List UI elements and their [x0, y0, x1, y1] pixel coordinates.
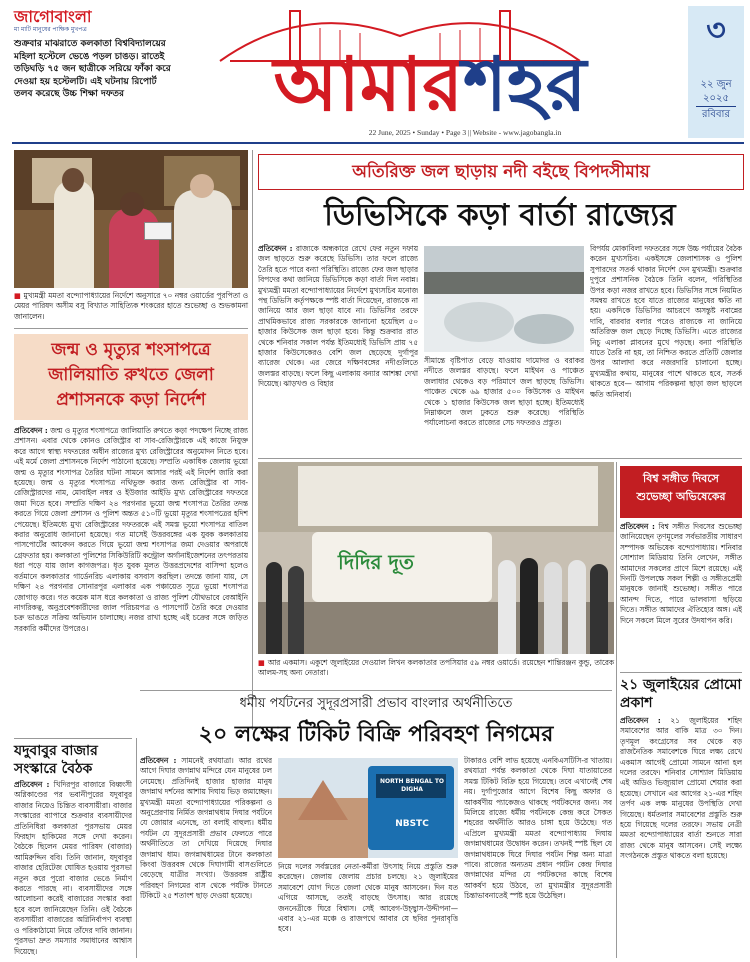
- tourism-col1-text: সামনেই রথযাত্রা। আর রথের আগে দিঘার জগন্নাথ মন্দিরে যেন মানুষের ঢল নেমেছে। প্রতিদিনই হাজার হাজার মানুষ জগন্নাথ দর্শনের আশায় দিঘায় ভিড় জমাচ্ছেন। মুখ্যমন্ত্রী মমতা বন্দ্যোপাধ্যায়ের পরিকল্পনা ও অনুপ্রেরণায় নির্মিত জগন্নাথধাম দিঘার পর্যটনে যে জোয়ার এনেছে, তা বলাই বাহুল্য। ধর্মীয় পর্যটন যে সুদূরপ্রসারী প্রভাব ফেলতে পারে অর্থনীতিতে তা দেখিয়ে দিয়েছে দিঘার জগন্নাথ ধাম। জগন্নাথধামের টানে কলকাতা কিংবা উত্তরবঙ্গ থেকে দিঘাগামী বাসগুলিতে বেড়েছে যাত্রীর সংখ্যা। উত্তরবঙ্গ রাষ্ট্রীয় পরিবহণ নিগমের বাস থেকে পর্যটক টানতে টিকিটে ২৫ শতাংশ ছাড় দেওয়া হয়েছে।: [140, 756, 272, 901]
- bus-temple-photo: [278, 758, 458, 858]
- july21-body: [620, 716, 742, 956]
- column-rule-bottom-left: [136, 738, 137, 958]
- column-rule-left: [252, 150, 253, 730]
- tourism-headline: ২০ লক্ষের টিকিট বিক্রি পরিবহণ নিগমের: [198, 722, 554, 747]
- tourism-col1: [140, 756, 272, 956]
- masthead-title-part2: শহর: [463, 42, 587, 128]
- birth-death-tag: প্রতিবেদন :: [14, 426, 48, 435]
- bus-plate: NBSTC: [395, 819, 429, 829]
- brand-tagline: মা মাটি মানুষের পাক্ষিক মুখপত্র: [14, 26, 87, 33]
- felicitation-caption-text: মুখ্যমন্ত্রী মমতা বন্দ্যোপাধ্যায়ের নির্দেশে অনুসারে ৭০ নম্বর ওয়ার্ডের পুরপিতা ও মেয়র পারিষদ অসীম বসু বিখ্যাত সাহিত্যিক শংকরের হাতে শুভেচ্ছা ও শুভকামনা জানালেন।: [14, 291, 248, 321]
- page-number: ৩: [706, 13, 726, 48]
- tourism-tag: প্রতিবেদন :: [140, 756, 177, 765]
- felicitation-photo: [14, 150, 248, 288]
- music-day-body: [620, 522, 742, 668]
- brand-logo-text: জাগোবাংলা: [14, 7, 92, 26]
- dvc-col1-text: রাজ্যকে অন্ধকারে রেখে ফের নতুন দফায় জল ছাড়তে শুরু করেছে ডিভিসি। তার ফলে রাজ্যে তৈরি হতে পারে বন্যা পরিস্থিতি। রাজ্যে ফের জল ছাড়ার বিপদের কথা জানিয়ে ডিভিসিকে কড়া বার্তা দিল নবান্ন। মুখ্যমন্ত্রী মমতা বন্দ্যোপাধ্যায়ের নির্দেশে মুখ্যসচিব মনোজ পন্থ ডিভিসি কর্তৃপক্ষকে স্পষ্ট বার্তা দিয়েছেন, রাজ্যকে না জানিয়ে আর জল ছাড়া যাবে না। ডিভিসির তরফে প্রাথমিকভাবে রাজ্য সরকারকে জানানো হয়েছিল ৫০ হাজার কিউসেক জল ছাড়া হবে। কিন্তু শুক্রবার রাত থেকে শনিবার সকাল পর্যন্ত ইতিমধ্যেই ডিভিসি প্রায় ৭৫ হাজার কিউসেকেরও বেশি জল ছেড়েছে দুর্গাপুর ব্যারেজ থেকে। এর জেরে দক্ষিণবঙ্গের নদীগুলিতে জলস্তর বাড়ছে। ফলে কিছু এলাকায় বন্যার আশঙ্কা দেখা দিয়েছে। ঝাড়খণ্ড ও বিহার: [258, 244, 418, 389]
- masthead-title: [180, 40, 680, 135]
- july21-text: ২১ জুলাইয়ের শহিদ সমাবেশের আর বাকি মাত্র ৩০ দিন। তৃণমূল কংগ্রেসের সব থেকে বড় রাজনৈতিক সমাবেশকে ঘিরে লক্ষ্য রেখে একমাস আগেই প্রোমো সামনে আনা হল দলের তরফে। শনিবার সোশ্যাল মিডিয়ায় এই অডিও ভিজ্যুয়াল প্রোমো শেয়ার করা হয়েছে। সেখানে এর আগের ২১-এর শহিদ তর্পণ এক লক্ষ মানুষের উপস্থিতি দেখা গিয়েছে। ধর্মতলার সমাবেশের প্রস্তুতি শুরু হয়ে গিয়েছে দলের তরফে। সভায় নেত্রী মমতা বন্দ্যোপাধ্যায়ের বার্তা শুনতে সারা রাজ্য থেকে মানুষ আসবেন। সেই লক্ষ্যে সংগঠনকে প্রস্তুত থাকতে বলা হয়েছে।: [620, 716, 742, 861]
- brand-logo: [14, 8, 174, 34]
- birth-death-body: [14, 426, 248, 731]
- page-number-box: [688, 6, 744, 138]
- july21-tag: প্রতিবেদন :: [620, 716, 661, 725]
- rally-caption-text: আর একমাস। একুশে জুলাইয়ের দেওয়াল লিখন কলকাতার তপসিয়ার ৫৯ নম্বর ওয়ার্ডে। রয়েছেন শান্তিরঞ্জন কুন্ডু, তারেক আলম-সহ অন্য নেতারা।: [258, 658, 614, 678]
- top-left-story-text: শুক্রবার মাঝরাতে কলকাতা বিশ্ববিদ্যালয়ের মহিলা হস্টেলে ভেঙে পড়ল চাঙড়। রাতেই তড়িঘড়ি ৭৫ জন ছাত্রীকে সরিয়ে ফাঁকা করে দেওয়া হয় হস্টেলটি। এই ঘটনায় রিপোর্ট তলব করেছে উচ্চ শিক্ষা দফতর: [14, 39, 171, 100]
- date-bn: ২২ জুন: [700, 79, 732, 90]
- felicitation-caption: ■ মুখ্যমন্ত্রী মমতা বন্দ্যোপাধ্যায়ের নির্দেশে অনুসারে ৭০ নম্বর ওয়ার্ডের পুরপিতা ও মেয়র পারিষদ অসীম বসু বিখ্যাত সাহিত্যিক শংকরের হাতে শুভেচ্ছা ও শুভকামনা জানালেন।: [14, 291, 248, 321]
- top-left-story: [14, 38, 172, 101]
- dvc-kicker-box: [258, 154, 744, 190]
- july21-headline: ২১ জুলাইয়ের প্রোমো প্রকাশ: [620, 677, 742, 711]
- dvc-col1: [258, 244, 418, 456]
- day-bn: রবিবার: [702, 109, 730, 120]
- jadubabu-headline: যদুবাবুর বাজার সংস্কারে বৈঠক: [14, 743, 98, 777]
- masthead-divider: [12, 142, 744, 144]
- dvc-col3-text: বিপর্যয় মোকাবিলা দফতরের সঙ্গে উচ্চ পর্যায়ের বৈঠক করেন মুখ্যসচিব। একইসঙ্গে জেলাশাসক ও পুলিশ সুপারদের সতর্ক থাকার নির্দেশ দেন মুখ্যমন্ত্রী। শুক্রবার দুপুরে প্রশাসনিক বৈঠকে তিনি বলেন, পরিস্থিতির উপর কড়া নজর রাখতে হবে। ডিভিসির সঙ্গে নিয়মিত সমন্বয় রাখতে হবে যাতে রাজ্যের মানুষের ক্ষতি না হয়। একদিকে ডিভিসির আচরণে অসন্তুষ্ট নবান্নের দাবি, বারবার বলার পরেও রাজ্যকে না জানিয়ে অতিরিক্ত জল ছেড়ে দিচ্ছে ডিভিসি। এতে রাজ্যের নিচু এলাকা প্লাবনের মুখে পড়ছে। বন্যা পরিস্থিতি যাতে তৈরি না হয়, তা নিশ্চিত করতে প্রতিটি জেলার উপর আলাদা করে নজরদারি চালানো হচ্ছে। মুখ্যমন্ত্রীর কথায়, মানুষের পাশে থাকতে হবে, সতর্ক থাকতে হবে— আগাম পরিকল্পনা ছাড়া জল ছাড়লে ক্ষতি অনিবার্য।: [590, 244, 742, 399]
- birth-death-headline: জন্ম ও মৃত্যুর শংসাপত্রে জালিয়াতি রুখতে জেলা প্রশাসনকে কড়া নির্দেশ: [48, 340, 214, 410]
- tourism-bottom-strip: [278, 862, 458, 956]
- jadubabu-body: [14, 780, 132, 956]
- dateline: 22 June, 2025 • Sunday • Page 3 || Website - www.jagobangla.in: [368, 128, 562, 137]
- dvc-tag: প্রতিবেদন :: [258, 244, 293, 253]
- left-divider-2: [14, 738, 132, 739]
- dvc-bottom-divider: [258, 458, 742, 459]
- column-rule-right: [616, 462, 617, 958]
- music-day-headline-box: [620, 466, 742, 518]
- music-day-text: বিশ্ব সঙ্গীত দিবসের শুভেচ্ছা জানিয়েছেন তৃণমূলের সর্বভারতীয় সাধারণ সম্পাদক অভিষেক বন্দ্যোপাধ্যায়। শনিবার সোশ্যাল মিডিয়ায় তিনি লেখেন, সঙ্গীত আমাদের সকলের প্রাণে মিশে রয়েছে। এই দিনটি উপলক্ষে সকল শিল্পী ও সঙ্গীতপ্রেমী মানুষকে জানাই শুভেচ্ছা। সঙ্গীত পারে আনন্দ দিতে, পারে ভালবাসা ছড়িয়ে দিতে। সঙ্গীত আমাদের ঐতিহ্যের অঙ্গ। এই দিনে সকলে মিলে সুরের উদযাপন করি।: [620, 522, 742, 625]
- dam-photo: [424, 246, 584, 352]
- rally-photo: দিদির দূত: [258, 462, 614, 654]
- masthead-title-part1: আমার: [273, 42, 464, 128]
- music-day-headline: বিশ্ব সঙ্গীত দিবসে শুভেচ্ছা অভিষেকের: [636, 472, 726, 503]
- left-divider-1: [14, 328, 248, 329]
- dvc-col2: [424, 356, 584, 456]
- rally-caption: ■ আর একমাস। একুশে জুলাইয়ের দেওয়াল লিখন কলকাতার তপসিয়ার ৫৯ নম্বর ওয়ার্ডে। রয়েছেন শান্তিরঞ্জন কুন্ডু, তারেক আলম-সহ অন্য নেতারা।: [258, 658, 614, 678]
- dvc-col2-text: সীমান্তে বৃষ্টিপাত বেড়ে যাওয়ায় দামোদর ও বরাকর নদীতে জলস্তর বাড়ছে। ফলে মাইথন ও পাঞ্চেত জলাধার থেকেও বড় পরিমাণে জল ছাড়ছে ডিভিসি। পাঞ্চেত থেকে ৬৯ হাজার ৫০০ কিউসেক ও মাইথন থেকে ১ হাজার কিউসেক জল ছাড়া হচ্ছে। ইতিমধ্যেই নিম্নাঞ্চলে জল ঢুকতে শুরু করেছে। পরিস্থিতি পর্যালোচনা করতে রাজ্যের সেচ দফতরও প্রস্তুত।: [424, 356, 584, 428]
- dvc-headline: ডিভিসিকে কড়া বার্তা রাজ্যের: [324, 198, 676, 233]
- tourism-bottom-text: নিয়ে দলের সর্বস্তরের নেতা-কর্মীরা উৎসাহ নিয়ে প্রস্তুতি শুরু করেছেন। জেলায় জেলায় প্রচার চলছে। ২১ জুলাইয়ের সমাবেশে যোগ দিতে জেলা থেকে মানুষ আসবেন। দিন যত এগিয়ে আসছে, ততই বাড়ছে উৎসাহ। আর রয়েছে জননেত্রীকে ঘিরে বিশ্বাস। সেই আবেগ-উচ্ছ্বাস-উদ্দীপনা— এবার ২১-এর মঞ্চে ও রাজপথে আবার যে ছবির পুনরাবৃত্তি হবে।: [278, 862, 458, 934]
- music-day-tag: প্রতিবেদন :: [620, 522, 655, 531]
- birth-death-headline-box: [14, 334, 248, 420]
- dvc-col3: [590, 244, 742, 456]
- right-divider: [620, 672, 742, 673]
- dvc-kicker: অতিরিক্ত জল ছাড়ায় নদী বইছে বিপদসীমায়: [352, 162, 650, 182]
- tourism-col2-text: টাকারও বেশি লাভ হয়েছে এনবিএসটিসি-র খাতায়। রথযাত্রা পর্যন্ত কলকাতা থেকে দিঘা যাতায়াতের সমস্ত টিকিট বিক্রি হয়ে গিয়েছে। তবে এখানেই শেষ নয়। দুর্গাপুজোর আগে বিশেষ কিছু অফার ও আকর্ষণীয় প্যাকেজও থাকছে পর্যটকদের জন্য। সব মিলিয়ে রাজ্যে ধর্মীয় পর্যটনকে কেন্দ্র করে সৈকত শহরের অর্থনীতি আরও চাঙ্গা হয়ে উঠেছে। গত এপ্রিলে মুখ্যমন্ত্রী মমতা বন্দ্যোপাধ্যায় দিঘায় জগন্নাথধামের উদ্বোধন করেন। তখনই স্পষ্ট ছিল যে জগন্নাথধামকে ঘিরে দিঘার পর্যটন শিল্প অন্য মাত্রা পাবে। রাজ্যের অন্যতম প্রধান পর্যটন কেন্দ্র দিঘার জগন্নাথের মন্দির যে পর্যটকদের কাছে বিশেষ আকর্ষণ হয়ে উঠবে, তা মুখ্যমন্ত্রীর সুদূরপ্রসারী চিন্তাভাবনাতেই স্পষ্ট হয়ে উঠেছিল।: [464, 756, 612, 901]
- birth-death-text: জন্ম ও মৃত্যুর শংসাপত্রে জালিয়াতি রুখতে কড়া পদক্ষেপ নিচ্ছে রাজ্য প্রশাসন। এবার থেকে কোনও রেজিস্ট্রার বা সাব-রেজিস্ট্রারকে এই কাজে নিযুক্ত করে আগে স্বাস্থ্য দফতরের অধীন রাজ্যের মুখ্য রেজিস্ট্রারের অনুমোদন নিতে হবে। এই মর্মে জেলা প্রশাসনকে নির্দেশ পাঠানো হয়েছে। সম্প্রতি একাধিক জেলায় ভুয়ো জন্ম ও মৃত্যুর শংসাপত্র তৈরির ঘটনা সামনে আসার পরই এই নির্দেশ জারি করা হয়েছে। জন্ম ও মৃত্যুর শংসাপত্র নথিভুক্ত করার জন্য রেজিস্ট্রার বা সাব-রেজিস্ট্রারদের নাম, মোবাইল নম্বর ও ইউজার আইডি মুখ্য রেজিস্ট্রারের দফতরে জমা দিতে হবে। সম্প্রতি দক্ষিণ ২৪ পরগনার ভুয়ো জন্ম শংসাপত্র তৈরির তদন্ত করতে গিয়ে জেলা প্রশাসন ও পুলিশ অন্তত ৫১০টি ভুয়ো মৃত্যুর শংসাপত্রের হদিশ পেয়েছে। ইতিমধ্যে মুখ্য রেজিস্ট্রারের দফতরকে এই সমস্ত ভুয়ো শংসাপত্র বাতিল করার অনুরোধ জানানো হয়েছে। গত মাসেই উত্তরবঙ্গের এক যুবক কলকাতায় পাসপোর্টের আবেদন করতে গিয়ে ভুয়ো জন্ম শংসাপত্র জমা দেওয়ার অপরাধে গ্রেফতার হয়। কলকাতা পুলিশের সিকিউরিটি কন্ট্রোল অর্গানাইজেশনের তৎপরতায় ধরা পড়ে যায় জাল কাগজপত্র। ধৃত যুবক মূলত উত্তরপ্রদেশের বাসিন্দা হলেও বর্তমানে কলকাতার গার্ডেনরিচ এলাকায় বসবাস করছিল। তদন্তে জানা যায়, সে দক্ষিণ ২৪ পরগনার সোনারপুর এলাকার এক পঞ্চায়েত সূত্রে ভুয়ো শংসাপত্র জোগাড় করে। গত কয়েক মাস ধরে কলকাতা ও রাজ্য পুলিশ যৌথভাবে বেআইনি নাগরিকত্ব, অনুপ্রবেশকারীদের জাল পরিচয়পত্র ও পাসপোর্ট তৈরি করে দেওয়ার চক্র ভাঙতে সক্রিয় অভিযান চালাচ্ছে। নজর রাখা হচ্ছে এই চক্রের সঙ্গে জড়িত সরকারি কর্মীদের উপরেও।: [14, 426, 248, 633]
- tourism-kicker: ধর্মীয় পর্যটনের সুদূরপ্রসারী প্রভাব বাংলার অর্থনীতিতে: [239, 696, 513, 711]
- jadubabu-text: খিদিরপুর বাজারে বিধ্বংসী অগ্নিকাণ্ডের পর ভবানীপুরের যদুবাবুর বাজার নিয়েও চিন্তিত ব্যবসায়ীরা। বাজার সংস্কারের ব্যাপারে শুক্রবার ব্যবসায়ীদের প্রতিনিধিরা কলকাতা পুরসভায় মেয়র ফিরহাদ হাকিমের সঙ্গে দেখা করেন। বৈঠকে ছিলেন মেয়র পারিষদ (বাজার) আমিরুদ্দিন ববি। তিনি জানান, যদুবাবুর বাজার হেরিটেজ ঘোষিত হওয়ায় পুরসভা নতুন করে পুরো বাজার ভেঙে নির্মাণ করতে পারছে না। ব্যবসায়ীদের সঙ্গে আলোচনা করেই বাজারের সংস্কার করা হবে বলে জানিয়েছেন তিনি। ওই বৈঠকে ব্যবসায়ীরা বাজারের অগ্নিনির্বাপণ ব্যবস্থা ও পরিকাঠামো নিয়ে তাঁদের দাবি জানান। পুরসভা দ্রুত সমস্যার সমাধানের আশ্বাস দিয়েছে।: [14, 780, 132, 956]
- tourism-top-divider: [140, 690, 612, 691]
- bus-route-label: NORTH BENGAL TO DIGHA: [379, 778, 445, 793]
- jadubabu-tag: প্রতিবেদন :: [14, 780, 50, 789]
- year-bn: ২০২৫: [696, 92, 736, 107]
- tourism-col2: [464, 756, 612, 956]
